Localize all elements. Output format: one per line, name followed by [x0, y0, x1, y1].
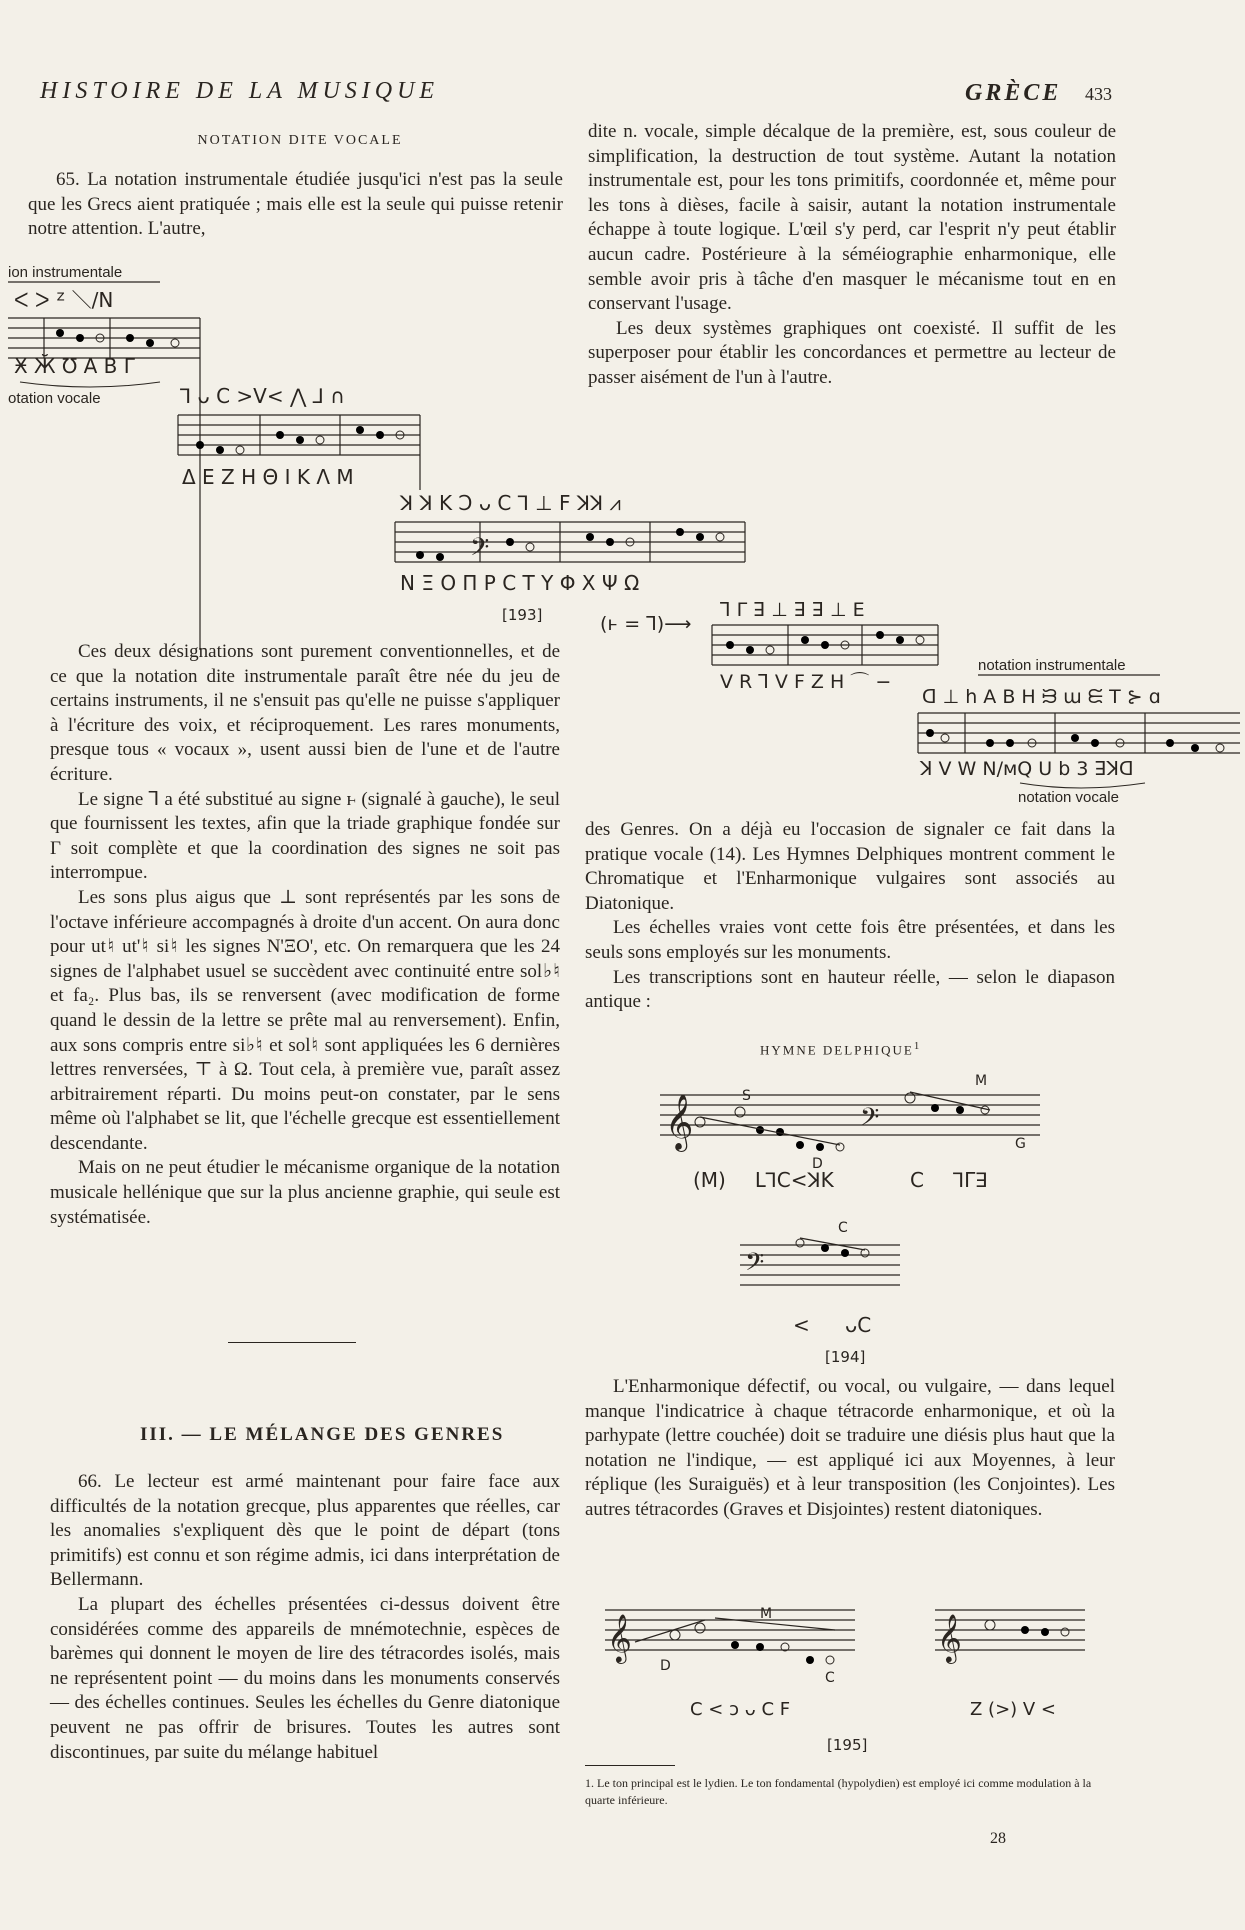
page-number: 433: [1085, 84, 1112, 104]
para-65: [28, 168, 563, 242]
para-sons: Les sons plus aigus que ⊥ sont représentés par les sons de l'octave inférieure accompagnés à droite d'un accent. On aura donc pour ut♮ ut'♮ si♮ les signes N'ΞO', etc. On remarquera que les 24 signes de l'alphabet usuel se succèdent avec continuité entre sol♭♮ et fa₂. Plus bas, ils se renversent (avec modification de forme quand le dessin de la lettre se prête mal au renversement). Enfin, aux sons compris entre si♭♮ et sol♮ sont appliquées les 6 dernières lettres renversées, ⊤ à Ω. Tout cela, à première vue, paraît assez arbitrairement réparti. Du moins peut-on constater, par le sens même où l'alphabet se lit, que l'échelle grecque est essentiellement descendante.: [50, 886, 560, 1154]
right-column-lower: [585, 1375, 1115, 1523]
notation-diagram-right: [600, 595, 1240, 810]
signs-195-right: Z (>) V <: [970, 1699, 1057, 1720]
para-deux: Les deux systèmes graphiques ont coexisté. Il suffit de les superposer pour établir les concordances et permettre au lecteur de passer aisément de l'un à l'autre.: [588, 317, 1116, 388]
signs-row-c: ꓶ ᴗ C >V< ⋀ ⅃ ∩: [180, 384, 345, 408]
staff-194-b: [740, 1220, 900, 1285]
label-195-D: D: [660, 1658, 671, 1674]
music-figure-195: [605, 1590, 1115, 1755]
left-column-body: [50, 640, 560, 1230]
footnote: 1. Le ton principal est le lydien. Le ton fondamental (hypolydien) est employé ici comme modulation à la quarte inférieure.: [585, 1776, 1092, 1807]
section-divider: [228, 1342, 356, 1343]
label-instrumental-left: ion instrumentale: [8, 264, 123, 281]
para-signe: Le signe ꓶ a été substitué au signe ⱶ (signalé à gauche), le seul que fournissent les textes, afin que la triade graphique fondée sur Γ soit complète et que la coordination des signes ne soit pas interrompue.: [50, 788, 560, 884]
para-genres: des Genres. On a déjà eu l'occasion de signaler ce fait dans la pratique vocale (14). Les Hymnes Delphiques montrent comment le Chromatique et l'Enharmonique vulgaires sont associés au Diatonique.: [585, 819, 1115, 914]
signs-194-b1: ᴗC: [845, 1313, 872, 1337]
running-head-left: HISTOIRE DE LA MUSIQUE: [40, 78, 440, 104]
svg-text:𝄢: 𝄢: [470, 533, 490, 568]
equation-label: (ⱶ = ꓶ)⟶: [600, 613, 692, 635]
para-transcriptions: Les transcriptions sont en hauteur réelle, — selon le diapason antique :: [585, 966, 1115, 1013]
svg-text:𝄞: 𝄞: [937, 1613, 962, 1662]
staff-c: [395, 522, 745, 568]
signs-194-a3: ꓶΓꓱ: [953, 1168, 988, 1192]
para-plupart: La plupart des échelles présentées ci-dessus doivent être considérées comme des appareils de mnémotechnie, espèces de barèmes qui donnent le moyen de lire des tétracordes isolés, mais ne représentent point — du moins dans les monuments conservés — des échelles continues. Seules les échelles du Genre diatonique peuvent ne pas offrir de brisures. Toutes les autres sont discontinues, par suite du mélange habituel: [50, 1593, 560, 1763]
label-vocal-left: otation vocale: [8, 390, 101, 407]
staff-e: [918, 713, 1240, 753]
signs-194-a0: (M): [693, 1168, 726, 1192]
signs-194-b0: <: [793, 1313, 810, 1337]
label-195-M: M: [760, 1606, 773, 1622]
para-top: dite n. vocale, simple décalque de la première, est, sous couleur de simplification, la destruction de tout système. Autant la notation instrumentale est, pour les tons primitifs, coordonnée et, même pour les tons à dièses, facile à saisir, autant la notation instrumentale échappe à toute logique. L'œil s'y perd, car l'esprit n'y peut établir aucun cadre. Postérieure à la séméiographie enharmonique, elle semble avoir pris à tâche d'en masquer le mécanisme tout en en conservant l'usage.: [588, 121, 1116, 315]
caption-195: [195]: [827, 1736, 868, 1754]
label-G: G: [1015, 1136, 1026, 1152]
hymne-title-text: HYMNE DELPHIQUE: [760, 1042, 914, 1058]
caption-193: [193]: [502, 606, 543, 624]
signs-row-j: ꓘ V W N/ᴍQ U b 3 ꓱꓘꓷ: [920, 758, 1134, 780]
footnote-ref: 1: [913, 1040, 922, 1052]
footnote-rule: [585, 1765, 675, 1766]
signs-row-d: Δ E Z H Θ I K Λ M: [182, 465, 354, 489]
caption-194: [194]: [825, 1348, 866, 1366]
label-C: C: [838, 1220, 848, 1236]
para-65-text: 65. La notation instrumentale étudiée jusqu'ici n'est pas la seule que les Grecs aient pratiquée ; mais elle est la seule qui puisse retenir notre attention. L'autre,: [28, 169, 563, 240]
label-D: D: [812, 1156, 823, 1172]
staff-195-right: [935, 1610, 1085, 1664]
label-M: M: [975, 1073, 988, 1089]
para-66: 66. Le lecteur est armé maintenant pour faire face aux difficultés de la notation grecque, plus apparentes que réelles, car les anomalies s'expliquent dès que le point de départ (tons primitifs) est connu et son régime admis, ici dans interprétation de Bellermann.: [50, 1471, 560, 1591]
signs-row-f: N Ξ O Π P C T Y Φ X Ψ Ω: [400, 571, 640, 595]
folio: 28: [990, 1830, 1006, 1847]
svg-text:𝄞: 𝄞: [607, 1613, 632, 1662]
para-conventions: Ces deux désignations sont purement conventionnelles, et de ce que la notation dite instrumentale paraît être née du jeu de certains instruments, il ne s'ensuit pas qu'elle ne puisse s'appliquer à l'écriture des voix, et réciproquement. Les rares monuments, presque tous « vocaux », usent aussi bien de l'une et de l'autre écriture.: [50, 641, 560, 785]
signs-row-h: V R ꓶ V F Z H ⌒ −: [720, 671, 892, 693]
section-title: III. — LE MÉLANGE DES GENRES: [140, 1424, 505, 1445]
hymne-title: [760, 1040, 921, 1058]
staff-194-a: [660, 1073, 1040, 1172]
signs-194-a1: ԼꓶC<ꓘK: [755, 1168, 834, 1192]
signs-row-a: ᐸ ᐳ ᙆ ＼/N: [14, 288, 114, 312]
svg-text:𝄞: 𝄞: [665, 1094, 694, 1150]
label-195-C: C: [825, 1670, 835, 1686]
music-figure-194: [660, 1070, 1060, 1370]
label-notation-instrumentale: notation instrumentale: [978, 657, 1126, 674]
svg-text:𝄢: 𝄢: [745, 1248, 765, 1283]
staff-195-left: [605, 1606, 855, 1686]
signs-194-a2: C: [910, 1168, 924, 1192]
right-column-top: [588, 120, 1116, 391]
notation-diagram-193: [0, 260, 640, 635]
para-echelles: Les échelles vraies vont cette fois être présentées, et dans les seuls sons employés sur les monuments.: [585, 917, 1115, 963]
label-S: S: [742, 1088, 751, 1104]
svg-text:𝄢: 𝄢: [860, 1103, 880, 1138]
label-notation-vocale: notation vocale: [1018, 789, 1119, 806]
para-enharm: L'Enharmonique défectif, ou vocal, ou vulgaire, — dans lequel manque l'indicatrice à chaque tétracorde enharmonique, et où la parhypate (lettre couchée) doit se traduire une diésis plus haut que la notation ne l'indique, — est appliqué ici aux Moyennes, à leur réplique (les Suraiguës) et à leur transposition (les Conjointes). Les autres tétracordes (Graves et Disjointes) restent diatoniques.: [585, 1376, 1115, 1520]
signs-row-e: ꓘ ꓘ K Ↄ ᴗ C ꓶ ⊥ F ꓘꓘ ⩘: [400, 491, 621, 515]
para-mais: Mais on ne peut étudier le mécanisme organique de la notation musicale hellénique que sur la plus ancienne graphie, qui seule est systématisée.: [50, 1157, 560, 1228]
right-column-middle: [585, 818, 1115, 1015]
running-head-right: GRÈCE: [965, 80, 1062, 106]
signs-row-b: Ӿ Ӂ Ʊ A B Γ: [14, 354, 135, 378]
staff-d: [712, 625, 938, 665]
left-column-section-body: [50, 1470, 560, 1765]
signs-row-i: ꓷ ⊥ h A B H ᙣ ɯ ᙓ T ⊱ ɑ: [922, 686, 1161, 708]
signs-row-g: ꓶ Γ ꓱ ⊥ ꓱ ꓱ ⊥ E: [720, 599, 865, 621]
signs-195-left: C < ↄ ᴗ C F: [690, 1699, 791, 1720]
left-heading: NOTATION DITE VOCALE: [197, 133, 403, 148]
